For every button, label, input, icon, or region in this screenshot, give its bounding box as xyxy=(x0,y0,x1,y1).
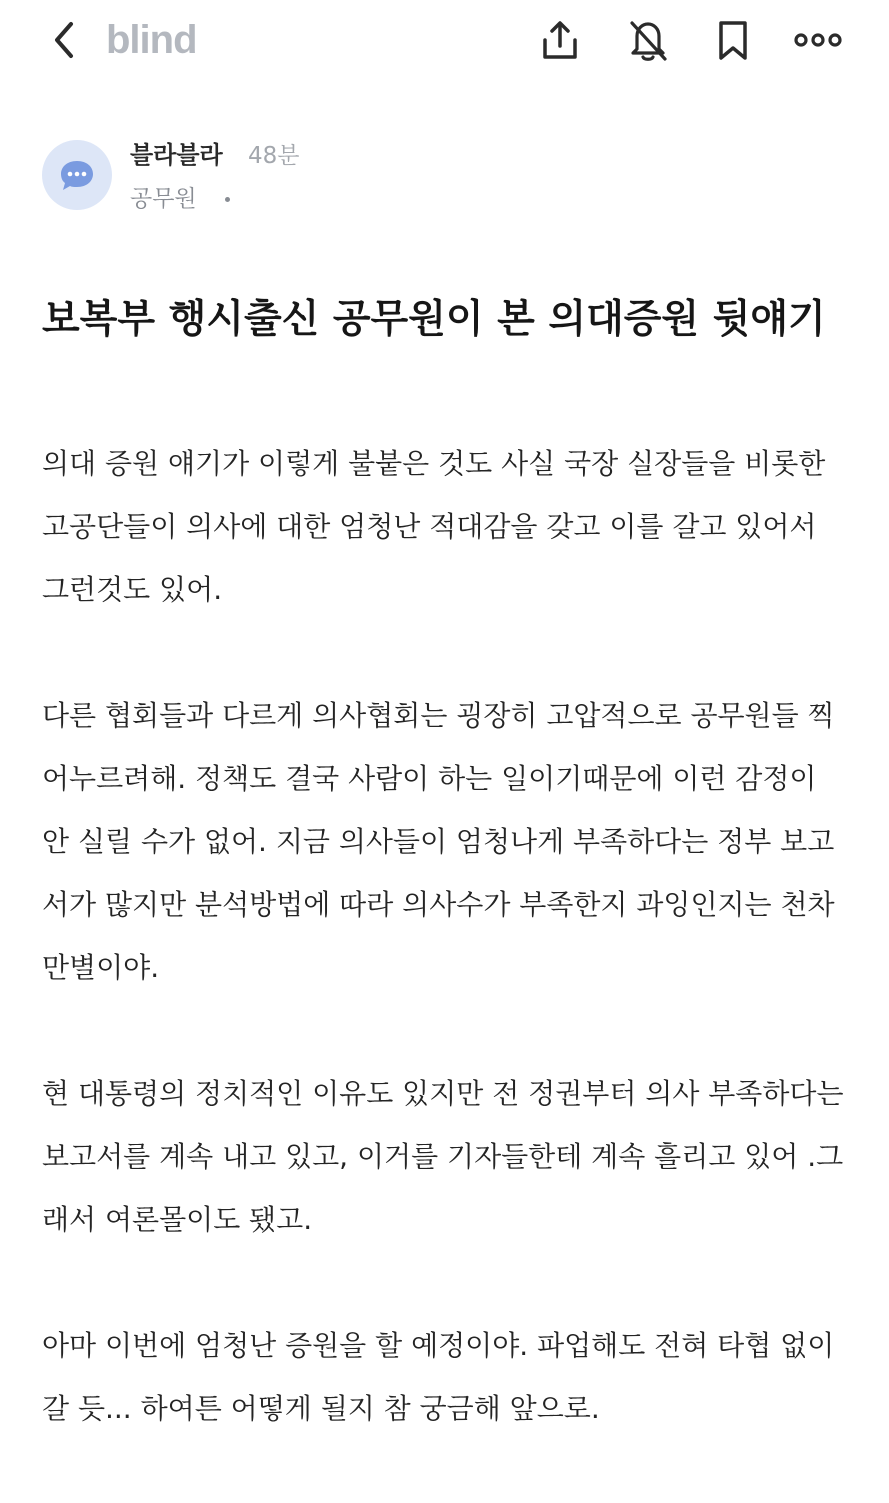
share-upload-icon xyxy=(538,18,582,62)
post-author-info xyxy=(42,140,842,220)
back-button[interactable] xyxy=(40,16,88,64)
bookmark-button[interactable] xyxy=(707,14,759,66)
chevron-left-icon xyxy=(49,20,79,60)
notifications-off-button[interactable] xyxy=(622,14,674,66)
post-paragraph: 의대 증원 얘기가 이렇게 불붙은 것도 사실 국장 실장들을 비롯한 고공단들이 의사에 대한 엄청난 적대감을 갖고 이를 갈고 있어서 그런것도 있어. xyxy=(42,447,826,606)
post-body xyxy=(42,432,852,1503)
separator-dot xyxy=(225,197,230,202)
bell-off-icon xyxy=(625,17,671,63)
post-time: 48분 xyxy=(248,143,300,169)
post-paragraph: 아마 이번에 엄청난 증원을 할 예정이야. 파업해도 전혀 타협 없이 갈 듯... 하여튼 어떻게 될지 참 궁금해 앞으로. xyxy=(42,1329,835,1425)
more-options-button[interactable] xyxy=(792,14,844,66)
share-button[interactable] xyxy=(534,14,586,66)
author-company[interactable]: 공무원 xyxy=(130,186,197,212)
bookmark-icon xyxy=(713,18,753,62)
author-nickname[interactable]: 블라블라 xyxy=(130,141,223,169)
avatar[interactable] xyxy=(42,140,112,210)
post-paragraph: 다른 협회들과 다르게 의사협회는 굉장히 고압적으로 공무원들 찍어누르려해. 정책도 결국 사람이 하는 일이기때문에 이런 감정이 안 실릴 수가 없어. 지금 의사들이 엄청나게 부족하다는 정부 보고서가 많지만 분석방법에 따라 의사수가 부족한지 과잉인지는 천차만별이야. xyxy=(42,699,835,984)
post-title: 보복부 행시출신 공무원이 본 의대증원 뒷얘기 xyxy=(42,297,826,342)
chat-bubble-icon xyxy=(57,157,97,193)
top-navigation-bar xyxy=(0,0,889,84)
blind-logo: blind xyxy=(106,18,197,62)
post-paragraph: 현 대통령의 정치적인 이유도 있지만 전 정권부터 의사 부족하다는 보고서를 계속 내고 있고, 이거를 기자들한테 계속 흘리고 있어 .그래서 여론몰이도 됐고. xyxy=(42,1077,844,1236)
more-horizontal-icon xyxy=(793,30,843,50)
